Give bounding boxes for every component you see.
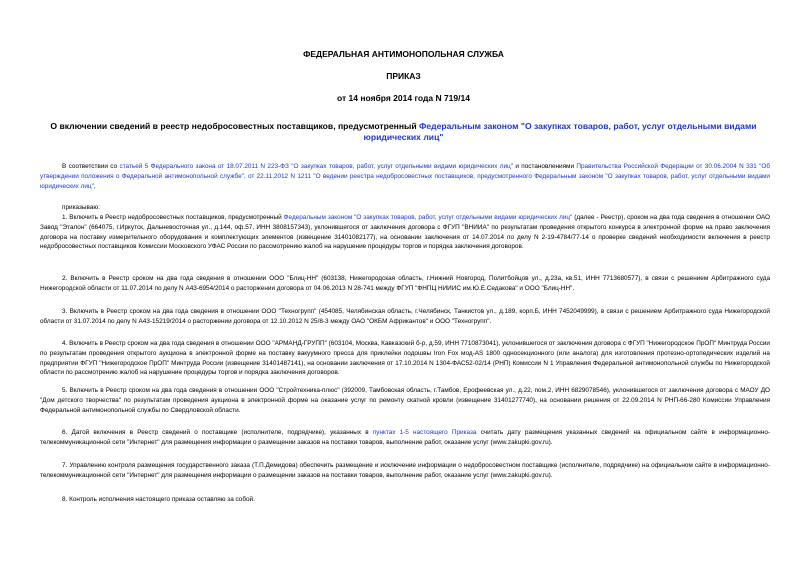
- document-title: [40, 121, 767, 143]
- clause-2: 2. Включить в Реестр сроком на два года сведения в отношении ООО "Блиц-НН" (603138, Нижегородская область, г.Нижний Новгород, Политбойцов ул., д.23а, кв.51, ИНН 7713680577), в связи с решением Арбитражного суда Нижегородской области от 11.07.2014 по делу N А43-6954/2014 о расторжении договора от 04.06.2013 N 28-741 между ФГУП "ФНПЦ НИИИС им.Ю.Е.Седакова" и ООО "Блиц-НН".: [40, 275, 770, 292]
- preamble-text-1: В соответствии со: [62, 163, 120, 170]
- clause-6-text-2: считать дату размещения указанных сведений на официальном сайте в информационно-телекоммуникационной сети "Интернет" для размещения информации о размещении заказов на поставки товаров, выполнение работ, оказание услуг (www.zakupki.gov.ru).: [40, 429, 771, 446]
- agency-heading: ФЕДЕРАЛЬНАЯ АНТИМОНОПОЛЬНАЯ СЛУЖБА: [303, 49, 504, 59]
- clause-6-reference-link[interactable]: пунктах 1-5 настоящего Приказа: [372, 429, 477, 436]
- preamble-text-2: и постановлениями: [512, 163, 577, 170]
- title-text: О включении сведений в реестр недобросовестных поставщиков, предусмотренный: [50, 121, 420, 131]
- clause-7: 7. Управлению контроля размещения государственного заказа (Т.П.Демидова) обеспечить размещение и исключение информации о недобросовестном поставщике (исполнителе, подрядчике) на официальном сайте в информационно-телекоммуникационной сети "Интернет" для размещения информации о размещении заказов на поставки товаров, выполнение работ, оказание услуг (www.zakupki.gov.ru).: [40, 462, 770, 479]
- clause-1-text-1: 1. Включить в Реестр недобросовестных поставщиков, предусмотренный: [62, 214, 284, 221]
- clause-8: 8. Контроль исполнения настоящего приказа оставляю за собой.: [62, 496, 255, 503]
- title-law-link[interactable]: Федеральным законом "О закупках товаров, работ, услуг отдельными видами юридических лиц": [363, 121, 757, 142]
- preamble-paragraph: [40, 162, 770, 191]
- preamble-law-link[interactable]: статьей 5 Федерального закона от 18.07.2011 N 223-ФЗ "О закупках товаров, работ, услуг отдельными видами юридических лиц": [119, 163, 513, 170]
- doc-type-heading: ПРИКАЗ: [386, 71, 421, 81]
- clause-6: [40, 428, 770, 448]
- date-number-heading: от 14 ноября 2014 года N 719/14: [337, 93, 470, 103]
- clause-4: 4. Включить в Реестр сроком на два года сведения в отношении ООО "АРМАНД-ГРУПП" (603104, Москва, Кавказский б-р, д.59, ИНН 7710873041), уклонившегося от заключения договора с ФГУП "Нижегородское ПрОП" Минтруда России по результатам проведения открытого аукциона в электронной форме на поставку вакуумного пресса для приклейки подошвы Iron Fox мод-AS 1800 односекционного (или аналога) для изготовления протезно-ортопедических изделий на предприятии ФГУП "Нижегородское ПрОП" Минтруда России (извещение 31401487141), на основании заключения от 17.10.2014 N 1304-ФАС52-02/14 (РНП) Комиссии N 1 Управления Федеральной антимонопольной службы по Нижегородской области по рассмотрению жалоб на нарушение процедуры торгов и порядка заключения договоров.: [40, 340, 770, 377]
- clause-1: [40, 213, 770, 252]
- preamble-text-3: ,: [93, 182, 96, 190]
- order-keyword: приказываю:: [62, 204, 100, 211]
- clause-6-text-1: 6. Датой включения в Реестр сведений о поставщике (исполнителе, подрядчике), указанных в: [62, 429, 373, 436]
- preamble-government-link[interactable]: Правительства Российской Федерации от 30.06.2004 N 331 "Об утверждении положения о Федеральной антимонопольной службе", от 22.11.2012 N 1211 "О ведении реестра недобросовестных поставщиков, предусмотренного Федеральным законом "О закупках товаров, работ, услуг отдельными видами юридических лиц": [40, 163, 771, 190]
- clause-1-text-2: (далее - Реестр), сроком на два года сведения в отношении ОАО Завод "Эталон" (664075, г.Иркутск, Дальневосточная ул., д.144, оф.57, ИНН 3808157343), уклонившегося от заключения договора с ФГУП "ВНИИА" по результатам проведения открытого конкурса в электронной форме на право заключения договора на поставку измерительного оборудования и комплектующих элементов (извещение 31401082177), на основании заключения от 14.07.2014 по делу N 2-19-4784/77-14 о проверке сведений необходимости включения в реестр недобросовестных поставщиков Комиссии Московского УФАС России по рассмотрению жалоб на нарушение процедуры торгов и порядка заключения договоров.: [40, 214, 770, 251]
- clause-3: 3. Включить в Реестр сроком на два года сведения в отношении ООО "Техногрупп" (454085, Челябинская область, г.Челябинск, Танкистов ул., д.189, корп.Б, ИНН 7452049999), в связи с решением Арбитражного суда Нижегородской области от 31.07.2014 по делу N А43-15219/2014 о расторжении договора от 12.10.2012 N 25/8-3 между ОАО "ОКБМ Африкантов" и ООО "Техногрупп".: [40, 308, 770, 325]
- clause-5: 5. Включить в Реестр сроком на два года сведения в отношении ООО "Стройтехника-плюс" (392009, Тамбовская область, г.Тамбов, Ерофеевская ул., д.22, пом.2, ИНН 6829078546), уклонившегося от заключения договора с МАОУ ДО "Дом детского творчества" по результатам проведения аукциона в электронной форме на оказание услуг по ремонту скатной кровли (извещение 31401277740), на основании решения от 22.09.2014 N РНП-66-280 Комиссии Управления Федеральной антимонопольной службы по Свердловской области.: [40, 387, 770, 414]
- clause-1-law-link[interactable]: Федеральным законом "О закупках товаров, работ, услуг отдельными видами юридических лиц": [283, 214, 573, 221]
